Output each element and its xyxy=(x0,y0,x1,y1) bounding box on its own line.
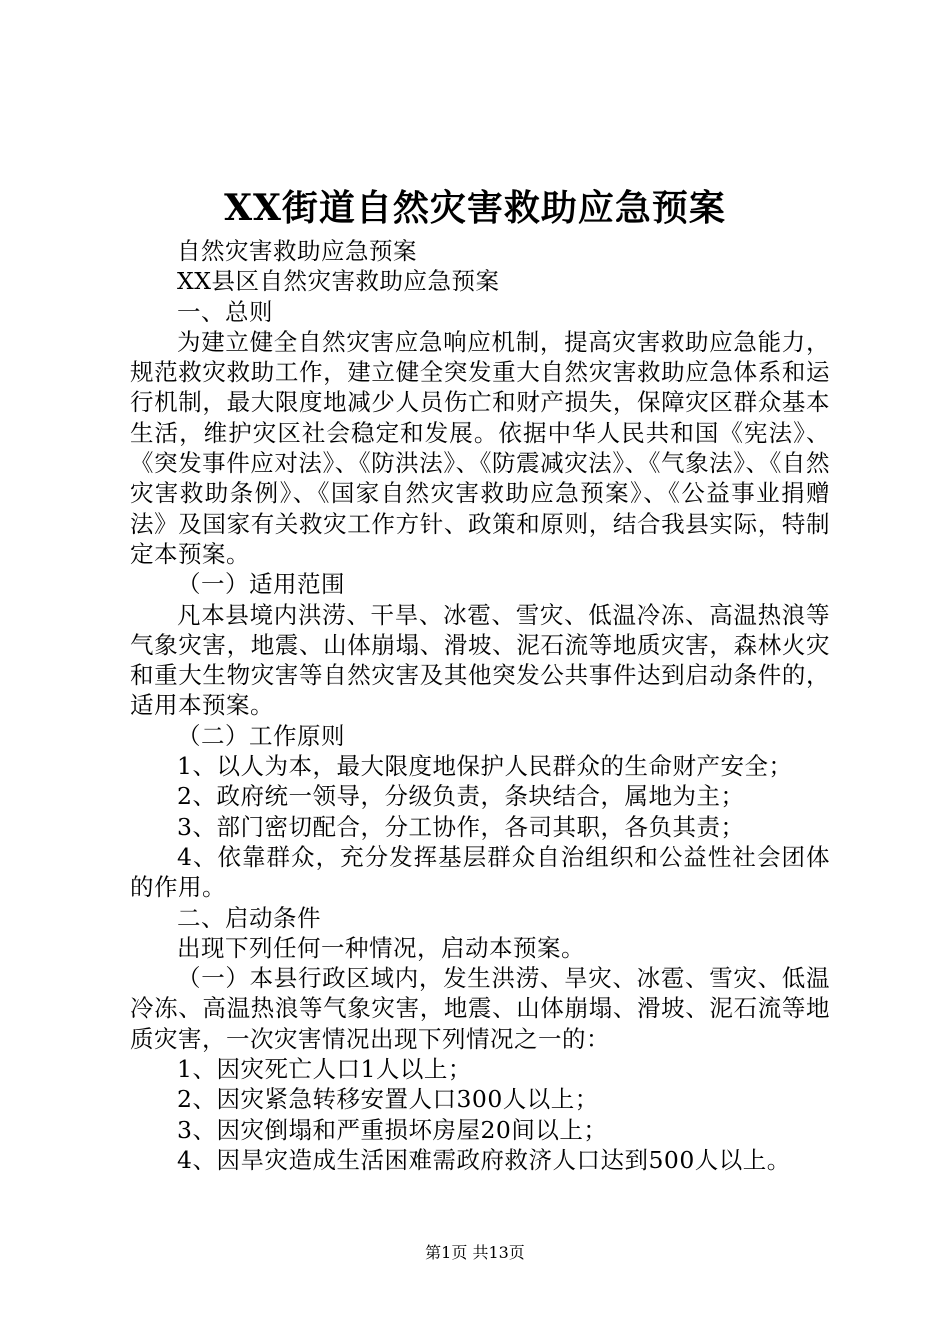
paragraph-purpose: 为建立健全自然灾害应急响应机制，提高灾害救助应急能力，规范救灾救助工作，建立健全突发重大自然灾害救助应急体系和运行机制，最大限度地减少人员伤亡和财产损失，保障灾区群众基本生活，维护灾区社会稳定和发展。依据中华人民共和国《宪法》、《突发事件应对法》、《防洪法》、《防震减灾法》、《气象法》、《自然灾害救助条例》、《国家自然灾害救助应急预案》、《公益事业捐赠法》及国家有关救灾工作方针、政策和原则，结合我县实际，特制定本预案。 xyxy=(130,327,830,568)
list-item-condition-2: 2、因灾紧急转移安置人口300人以上； xyxy=(177,1085,599,1114)
document-title: XX街道自然灾害救助应急预案 xyxy=(224,187,726,229)
list-item-principle-1: 1、以人为本，最大限度地保护人民群众的生命财产安全； xyxy=(177,752,793,781)
paragraph-activation-intro: 出现下列任何一种情况，启动本预案。 xyxy=(177,933,585,962)
heading-work-principles: （二）工作原则 xyxy=(177,721,345,750)
page-footer: 第1页 共13页 xyxy=(425,1243,525,1262)
list-item-principle-2: 2、政府统一领导，分级负责，条块结合，属地为主； xyxy=(177,782,745,811)
document-body xyxy=(130,236,830,1175)
heading-general-principles: 一、总则 xyxy=(177,297,273,326)
list-item-principle-4: 4、依靠群众，充分发挥基层群众自治组织和公益性社会团体的作用。 xyxy=(130,842,830,902)
heading-scope: （一）适用范围 xyxy=(177,570,345,599)
paragraph-county-title: XX县区自然灾害救助应急预案 xyxy=(177,267,500,296)
paragraph-subtitle: 自然灾害救助应急预案 xyxy=(177,237,417,265)
list-item-condition-3: 3、因灾倒塌和严重损坏房屋20间以上； xyxy=(177,1115,608,1144)
paragraph-condition-1: （一）本县行政区域内，发生洪涝、旱灾、冰雹、雪灾、低温冷冻、高温热浪等气象灾害，地震、山体崩塌、滑坡、泥石流等地质灾害，一次灾害情况出现下列情况之一的： xyxy=(130,964,830,1053)
heading-activation-conditions: 二、启动条件 xyxy=(177,903,321,932)
list-item-principle-3: 3、部门密切配合，分工协作，各司其职，各负其责； xyxy=(177,812,745,841)
list-item-condition-1: 1、因灾死亡人口1人以上； xyxy=(177,1055,472,1084)
paragraph-scope: 凡本县境内洪涝、干旱、冰雹、雪灾、低温冷冻、高温热浪等气象灾害，地震、山体崩塌、滑坡、泥石流等地质灾害，森林火灾和重大生物灾害等自然灾害及其他突发公共事件达到启动条件的，适用本预案。 xyxy=(130,600,830,720)
list-item-condition-4: 4、因旱灾造成生活困难需政府救济人口达到500人以上。 xyxy=(177,1145,791,1174)
